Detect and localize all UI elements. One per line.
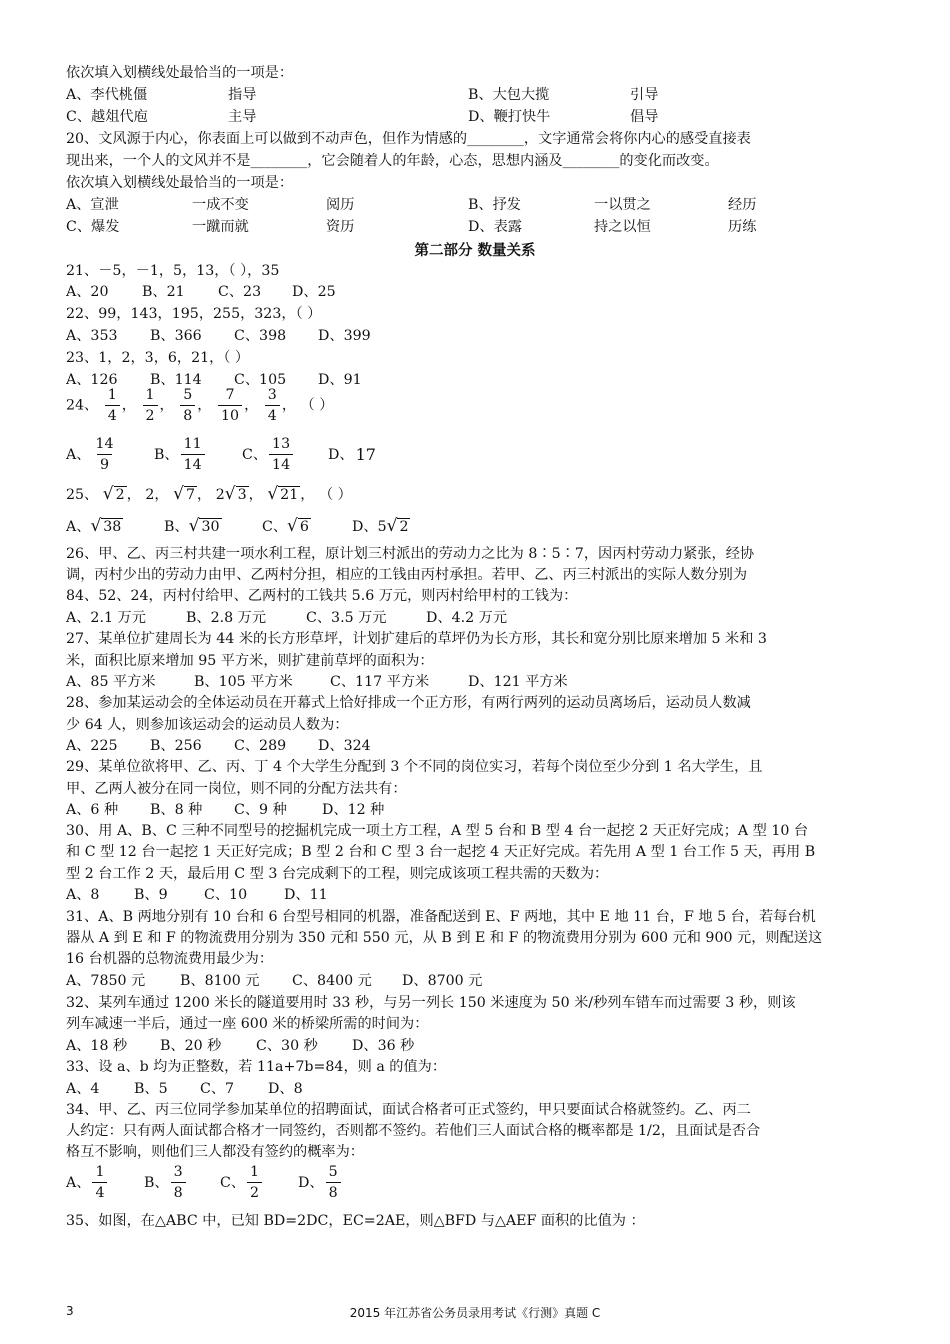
q32-option-d: D、36 秒 bbox=[352, 1038, 415, 1054]
q24-term-1 bbox=[105, 385, 120, 426]
q21-option-b: B、21 bbox=[142, 284, 185, 300]
q25-option-d-coef: 5 bbox=[377, 519, 387, 535]
q25-term-4-coef: 2 bbox=[215, 487, 225, 503]
q25-option-b-label: B、 bbox=[164, 519, 189, 535]
section-title: 第二部分 数量关系 bbox=[414, 242, 536, 259]
q25-option-c-label: C、 bbox=[262, 519, 288, 535]
q20-option-b-word3: 经历 bbox=[728, 197, 757, 213]
q25-term-3-value: 7 bbox=[185, 487, 195, 503]
q25-option-b-value: 30 bbox=[201, 519, 220, 535]
q21-option-c: C、23 bbox=[218, 284, 262, 300]
q34-options bbox=[66, 1160, 396, 1204]
q30-option-b: B、9 bbox=[134, 887, 168, 903]
q26-option-d: D、4.2 万元 bbox=[426, 610, 508, 626]
q30-line1: 30、用 A、B、C 三种不同型号的挖掘机完成一项土方工程，A 型 5 台和 B 型 4 台一起挖 2 天正好完成；A 型 10 台 bbox=[66, 823, 809, 839]
q31-option-d: D、8700 元 bbox=[402, 973, 483, 989]
q24-option-c-label: C、 bbox=[242, 447, 268, 463]
q25-term-1-value: 2 bbox=[115, 487, 125, 503]
q22-option-a: A、353 bbox=[66, 328, 118, 344]
q28-option-d: D、324 bbox=[318, 738, 371, 754]
q20-option-d: D、表露 bbox=[468, 219, 522, 235]
q25-sep: ， bbox=[196, 487, 212, 503]
q34-option-d-den: 8 bbox=[326, 1182, 341, 1203]
q34-option-d-frac bbox=[326, 1162, 341, 1203]
q24-option-d-value: 17 bbox=[355, 444, 376, 464]
q33-option-c: C、7 bbox=[200, 1081, 235, 1097]
q30-option-a: A、8 bbox=[66, 887, 100, 903]
q28-option-a: A、225 bbox=[66, 738, 118, 754]
q20-option-d-word3: 历练 bbox=[728, 219, 757, 235]
q32-option-b: B、20 秒 bbox=[160, 1038, 222, 1054]
q23-option-d: D、91 bbox=[318, 372, 362, 388]
q29-line2: 甲、乙两人被分在同一岗位，则不同的分配方法共有： bbox=[66, 781, 407, 797]
q28-options bbox=[66, 737, 866, 755]
q25-stem bbox=[66, 484, 352, 504]
q32-option-c: C、30 秒 bbox=[256, 1038, 318, 1054]
q30-options bbox=[66, 886, 866, 904]
q27-line1: 27、某单位扩建周长为 44 米的长方形草坪，计划扩建后的草坪仍为长方形，其长和宽分别比原来增加 5 米和 3 bbox=[66, 631, 767, 647]
q19-options-row1 bbox=[66, 86, 866, 104]
q20-option-a-word3: 阅历 bbox=[326, 197, 355, 213]
q20-option-b: B、抒发 bbox=[468, 197, 521, 213]
q24-options bbox=[66, 432, 406, 476]
q25-sep: ， bbox=[154, 487, 169, 503]
q32-line1: 32、某列车通过 1200 米长的隧道要用时 33 秒，与另一列长 150 米速度为 50 米/秒列车错车而过需要 3 秒，则该 bbox=[66, 995, 796, 1011]
q29-options bbox=[66, 801, 866, 819]
q31-line3: 16 台机器的总物流费用最少为： bbox=[66, 951, 274, 967]
q25-option-d: D、5√ 2 bbox=[352, 516, 409, 536]
q33-line1: 33、设 a、b 均为正整数，若 11a+7b=84，则 a 的值为： bbox=[66, 1059, 447, 1075]
q24-option-a-num: 14 bbox=[95, 435, 114, 452]
footer-title: 2015 年江苏省公务员录用考试《行测》真题 C bbox=[349, 1306, 601, 1320]
q27-options bbox=[66, 673, 866, 691]
q24-label: 24、 bbox=[66, 397, 99, 414]
q26-option-c: C、3.5 万元 bbox=[306, 610, 387, 626]
q20-option-c: C、爆发 bbox=[66, 219, 120, 235]
q24-option-a bbox=[66, 432, 119, 476]
q30-line2: 和 C 型 12 台一起挖 1 天正好完成；B 型 2 台和 C 型 3 台一起挖 4 天正好完成。若先用 A 型 1 台工作 5 天，再用 B bbox=[66, 844, 816, 860]
q30-line3: 型 2 台工作 2 天，最后用 C 型 3 台完成剩下的工程，则完成该项工程共需的天数为： bbox=[66, 866, 609, 882]
q19-option-c: C、越俎代庖 bbox=[66, 109, 148, 125]
q25-option-a: A、√ 38 bbox=[66, 516, 122, 536]
q34-option-b-num: 3 bbox=[173, 1163, 183, 1180]
page-number: 3 bbox=[66, 1304, 74, 1318]
q24-term-5-num: 3 bbox=[267, 387, 277, 403]
q28-option-c: C、289 bbox=[234, 738, 287, 754]
q19-option-a: A、李代桃僵 bbox=[66, 87, 148, 103]
q19-option-d: D、鞭打快牛 bbox=[468, 109, 551, 125]
q26-option-a: A、2.1 万元 bbox=[66, 610, 146, 626]
q25-term-4: 2√ 3 bbox=[215, 484, 247, 504]
q24-term-4-num: 7 bbox=[225, 387, 235, 403]
q20-option-a-word2: 一成不变 bbox=[192, 197, 249, 213]
q25-option-c-value: 6 bbox=[299, 519, 309, 535]
q24-option-a-label: A、 bbox=[66, 447, 91, 463]
q26-options bbox=[66, 609, 866, 627]
q25-option-a-label: A、 bbox=[66, 519, 91, 535]
q20-option-c-word2: 一蹴而就 bbox=[192, 219, 249, 235]
q34-line1: 34、甲、乙、丙三位同学参加某单位的招聘面试，面试合格者可正式签约，甲只要面试合格就签约。乙、丙二 bbox=[66, 1102, 751, 1118]
q25-option-d-value: 2 bbox=[399, 519, 409, 535]
q20-options-row1 bbox=[66, 196, 866, 214]
q24-sep: ， bbox=[159, 397, 174, 414]
q34-option-c-num: 1 bbox=[250, 1163, 260, 1180]
q24-term-5 bbox=[265, 385, 280, 426]
q24-term-4-den: 10 bbox=[218, 405, 242, 426]
q24-sep: ， bbox=[121, 397, 136, 414]
q25-term-2: 2 bbox=[145, 487, 155, 503]
q33-options bbox=[66, 1080, 866, 1098]
q20-option-d-word2: 持之以恒 bbox=[594, 219, 651, 235]
q34-option-c bbox=[220, 1160, 264, 1204]
q24-term-2 bbox=[143, 385, 158, 426]
q25-option-c: C、√ 6 bbox=[262, 516, 309, 536]
q21-option-a: A、20 bbox=[66, 284, 109, 300]
q24-term-3 bbox=[180, 385, 195, 426]
q24-sep: ， bbox=[281, 397, 297, 414]
q31-line2: 器从 A 到 E 和 F 的物流费用分别为 350 元和 550 元，从 B 到 E 和 F 的物流费用分别为 600 元和 900 元，则配送这 bbox=[66, 930, 823, 946]
q32-options bbox=[66, 1037, 866, 1055]
q24-term-4 bbox=[218, 385, 242, 426]
q25-sep: ， bbox=[126, 487, 141, 503]
q25-blank: （ ） bbox=[318, 487, 352, 503]
q28-line1: 28、参加某运动会的全体运动员在开幕式上恰好排成一个正方形，有两行两列的运动员离场后，运动员人数减 bbox=[66, 695, 751, 711]
q27-option-d: D、121 平方米 bbox=[468, 674, 568, 690]
q34-option-b-label: B、 bbox=[144, 1175, 169, 1191]
q22-option-d: D、399 bbox=[318, 328, 371, 344]
q24-term-2-num: 1 bbox=[145, 387, 155, 403]
q34-option-c-label: C、 bbox=[220, 1175, 246, 1191]
q24-option-d bbox=[328, 432, 376, 476]
q27-option-b: B、105 平方米 bbox=[194, 674, 293, 690]
q34-option-c-frac bbox=[247, 1162, 262, 1203]
q34-option-a bbox=[66, 1160, 109, 1204]
q24-term-5-den: 4 bbox=[265, 405, 280, 426]
q21-options bbox=[66, 283, 866, 301]
q33-option-d: D、8 bbox=[268, 1081, 303, 1097]
q34-option-b bbox=[144, 1160, 188, 1204]
q24-term-1-den: 4 bbox=[105, 405, 120, 426]
q25-term-5: √ 21 bbox=[267, 484, 299, 504]
q20-options-row2 bbox=[66, 218, 866, 236]
q24-option-d-label: D、 bbox=[328, 447, 354, 463]
q24-term-3-den: 8 bbox=[180, 405, 195, 426]
q29-option-b: B、8 种 bbox=[150, 802, 203, 818]
q31-line1: 31、A、B 两地分别有 10 台和 6 台型号相同的机器，准备配送到 E、F 两地，其中 E 地 11 台，F 地 5 台，若每台机 bbox=[66, 909, 816, 925]
q25-options bbox=[66, 516, 426, 538]
q32-option-a: A、18 秒 bbox=[66, 1038, 128, 1054]
q22-option-b: B、366 bbox=[150, 328, 202, 344]
q20-option-a: A、宣泄 bbox=[66, 197, 119, 213]
q30-option-c: C、10 bbox=[204, 887, 248, 903]
q26-line3: 84、52、24，丙村付给甲、乙两村的工钱共 5.6 万元，则丙村给甲村的工钱为： bbox=[66, 588, 578, 604]
q25-sep: ， bbox=[300, 487, 315, 503]
q24-option-b-num: 11 bbox=[183, 435, 202, 452]
q19-option-a-word: 指导 bbox=[228, 87, 257, 103]
q19-option-c-word: 主导 bbox=[228, 109, 257, 125]
q20-line2: 现出来，一个人的文风并不是________，它会随着人的年龄，心态，思想内涵及________的变化而改变。 bbox=[66, 153, 719, 169]
q22-stem: 22、99，143，195，255，323，（ ） bbox=[66, 306, 322, 322]
q34-option-a-label: A、 bbox=[66, 1175, 91, 1191]
q34-option-a-num: 1 bbox=[95, 1163, 105, 1180]
q25-term-5-value: 21 bbox=[280, 487, 299, 503]
q34-line2: 人约定：只有两人面试都合格才一同签约，否则都不签约。若他们三人面试合格的概率都是 1/2，且面试是否合 bbox=[66, 1123, 761, 1139]
q24-sep: ， bbox=[197, 397, 212, 414]
q24-sep: ， bbox=[244, 397, 259, 414]
q24-option-b-label: B、 bbox=[154, 447, 179, 463]
q34-option-a-frac bbox=[92, 1162, 107, 1203]
q31-option-b: B、8100 元 bbox=[180, 973, 260, 989]
q25-sep: ， bbox=[248, 487, 263, 503]
q30-option-d: D、11 bbox=[284, 887, 328, 903]
q19-option-b-word: 引导 bbox=[630, 87, 659, 103]
q21-option-d: D、25 bbox=[292, 284, 336, 300]
q31-option-a: A、7850 元 bbox=[66, 973, 146, 989]
q24-option-b bbox=[154, 432, 207, 476]
q26-line2: 调，丙村少出的劳动力由甲、乙两村分担，相应的工钱由丙村承担。若甲、乙、丙三村派出的实际人数分别为 bbox=[66, 567, 748, 583]
q34-option-d-label: D、 bbox=[298, 1175, 324, 1191]
q27-line2: 米，面积比原来增加 95 平方米，则扩建前草坪的面积为： bbox=[66, 653, 434, 669]
q29-line1: 29、某单位欲将甲、乙、丙、丁 4 个大学生分配到 3 个不同的岗位实习，若每个岗位至少分到 1 名大学生，且 bbox=[66, 759, 763, 775]
q24-option-c-den: 14 bbox=[269, 454, 293, 475]
q19-option-d-word: 倡导 bbox=[630, 109, 659, 125]
q20-prompt: 依次填入划横线处最恰当的一项是： bbox=[66, 175, 294, 191]
q23-stem: 23、1，2，3，6，21，（ ） bbox=[66, 350, 250, 366]
q33-option-b: B、5 bbox=[134, 1081, 168, 1097]
q25-label: 25、 bbox=[66, 487, 99, 503]
q25-term-4-value: 3 bbox=[237, 487, 247, 503]
q34-option-d-num: 5 bbox=[328, 1163, 338, 1180]
q22-option-c: C、398 bbox=[234, 328, 287, 344]
q24-option-c-num: 13 bbox=[272, 435, 291, 452]
q35-line: 35、如图，在△ABC 中，已知 BD=2DC，EC=2AE，则△BFD 与△AEF 面积的比值为 ： bbox=[66, 1213, 645, 1229]
q24-term-1-num: 1 bbox=[107, 387, 117, 403]
q34-option-d bbox=[298, 1160, 343, 1204]
q28-line2: 少 64 人，则参加该运动会的运动员人数为： bbox=[66, 717, 349, 733]
q24-option-b-den: 14 bbox=[181, 454, 205, 475]
q27-option-a: A、85 平方米 bbox=[66, 674, 156, 690]
q25-option-d-label: D、 bbox=[352, 519, 378, 535]
q28-option-b: B、256 bbox=[150, 738, 202, 754]
q23-option-c: C、105 bbox=[234, 372, 287, 388]
q29-option-a: A、6 种 bbox=[66, 802, 119, 818]
q20-line1: 20、文风源于内心，你表面上可以做到不动声色，但作为情感的________，文字通常会将你内心的感受直接表 bbox=[66, 131, 751, 147]
q26-line1: 26、甲、乙、丙三村共建一项水利工程，原计划三村派出的劳动力之比为 8∶5∶7，因丙村劳动力紧张，经协 bbox=[66, 546, 755, 562]
q20-option-b-word2: 一以贯之 bbox=[594, 197, 651, 213]
q23-option-a: A、126 bbox=[66, 372, 118, 388]
q31-options bbox=[66, 972, 866, 990]
q24-option-c bbox=[242, 432, 295, 476]
q19-option-b: B、大包大揽 bbox=[468, 87, 550, 103]
q25-option-a-value: 38 bbox=[103, 519, 122, 535]
q21-stem: 21、－5，－1，5，13，（ ），35 bbox=[66, 263, 280, 279]
q25-option-b: B、√ 30 bbox=[164, 516, 220, 536]
q24-option-a-frac bbox=[92, 434, 116, 475]
q24-option-c-frac bbox=[269, 434, 293, 475]
q25-term-3: √ 7 bbox=[173, 484, 195, 504]
q23-option-b: B、114 bbox=[150, 372, 202, 388]
q34-option-b-frac bbox=[171, 1162, 186, 1203]
q34-option-b-den: 8 bbox=[171, 1182, 186, 1203]
q24-term-3-num: 5 bbox=[183, 387, 193, 403]
q31-option-c: C、8400 元 bbox=[292, 973, 372, 989]
q20-option-c-word3: 资历 bbox=[326, 219, 355, 235]
q34-option-c-den: 2 bbox=[247, 1182, 262, 1203]
q34-option-a-den: 4 bbox=[92, 1182, 107, 1203]
q33-option-a: A、4 bbox=[66, 1081, 100, 1097]
q24-option-b-frac bbox=[181, 434, 205, 475]
q22-options bbox=[66, 327, 866, 345]
q24-option-a-den: 9 bbox=[97, 454, 112, 475]
q19-options-row2 bbox=[66, 108, 866, 126]
q34-line3: 格互不影响，则他们三人都没有签约的概率为： bbox=[66, 1144, 364, 1160]
q24-stem bbox=[66, 385, 333, 426]
q19-prompt: 依次填入划横线处最恰当的一项是： bbox=[66, 65, 294, 81]
q25-term-1: √ 2 bbox=[102, 484, 125, 504]
q32-line2: 列车减速一半后，通过一座 600 米的桥梁所需的时间为： bbox=[66, 1016, 429, 1032]
q29-option-c: C、9 种 bbox=[234, 802, 287, 818]
q24-blank: （ ） bbox=[300, 397, 334, 414]
q26-option-b: B、2.8 万元 bbox=[186, 610, 267, 626]
q29-option-d: D、12 种 bbox=[322, 802, 385, 818]
q27-option-c: C、117 平方米 bbox=[330, 674, 430, 690]
q24-term-2-den: 2 bbox=[143, 405, 158, 426]
